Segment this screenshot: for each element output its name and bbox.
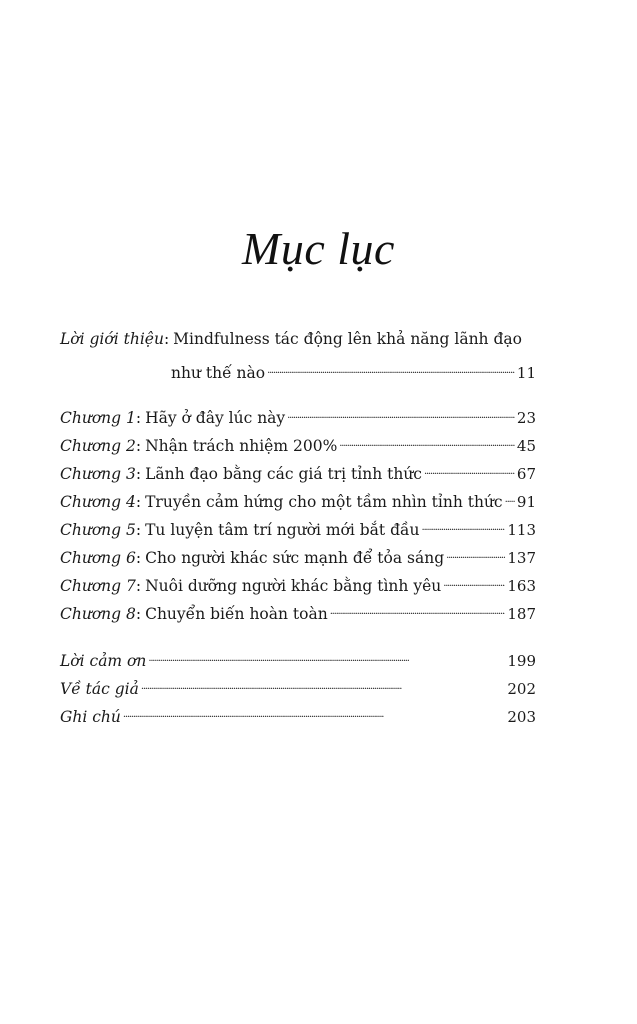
toc-page-number: 23 bbox=[516, 409, 536, 427]
toc-colon: : bbox=[135, 493, 142, 511]
toc-title: Chuyển biến hoàn toàn bbox=[145, 605, 328, 623]
dot-leader bbox=[446, 545, 505, 563]
toc-entry-chapter-2[interactable] bbox=[60, 433, 536, 455]
toc-entry-chapter-8[interactable] bbox=[60, 601, 536, 623]
toc-label: Chương 6 bbox=[60, 549, 136, 567]
toc-entry-chapter-6[interactable] bbox=[60, 545, 536, 567]
page-title: Mục lục bbox=[242, 223, 395, 274]
toc-title: Tu luyện tâm trí người mới bắt đầu bbox=[145, 521, 420, 539]
toc-page-number: 113 bbox=[507, 521, 536, 539]
toc-entry-intro-line1 bbox=[60, 330, 536, 352]
toc-entry-intro-line2[interactable] bbox=[60, 360, 536, 382]
toc-entry-chapter-1[interactable] bbox=[60, 405, 536, 427]
toc-page-number: 67 bbox=[516, 465, 536, 483]
toc-colon: : bbox=[135, 549, 142, 567]
dot-leader bbox=[148, 648, 505, 666]
dot-leader bbox=[267, 360, 515, 378]
dot-leader bbox=[421, 517, 505, 535]
toc-title: Nhận trách nhiệm 200% bbox=[145, 437, 338, 455]
toc-page-number: 203 bbox=[507, 708, 536, 726]
toc-label: Lời cảm ơn bbox=[60, 652, 147, 670]
toc-label: Chương 3 bbox=[60, 465, 136, 483]
toc-entry-about-author[interactable] bbox=[60, 676, 536, 698]
toc-page-number: 91 bbox=[516, 493, 536, 511]
toc-label: Chương 8 bbox=[60, 605, 136, 623]
toc-title: Mindfulness tác động lên khả năng lãnh đạo bbox=[173, 330, 522, 348]
toc-label: Chương 2 bbox=[60, 437, 136, 455]
toc-title: Lãnh đạo bằng các giá trị tỉnh thức bbox=[145, 465, 422, 483]
dot-leader bbox=[330, 601, 506, 619]
toc-colon: : bbox=[163, 330, 170, 348]
toc-colon: : bbox=[135, 577, 142, 595]
dot-leader bbox=[123, 704, 505, 722]
toc-label: Lời giới thiệu bbox=[60, 330, 164, 348]
toc-entry-chapter-3[interactable] bbox=[60, 461, 536, 483]
toc-colon: : bbox=[135, 409, 142, 427]
dot-leader bbox=[424, 461, 515, 479]
dot-leader bbox=[141, 676, 506, 694]
toc-label: Chương 7 bbox=[60, 577, 136, 595]
toc-title: Nuôi dưỡng người khác bằng tình yêu bbox=[145, 577, 442, 595]
toc-entry-chapter-7[interactable] bbox=[60, 573, 536, 595]
toc-colon: : bbox=[135, 465, 142, 483]
dot-leader bbox=[339, 433, 515, 451]
toc-page-number: 187 bbox=[507, 605, 536, 623]
toc-page-number: 137 bbox=[507, 549, 536, 567]
toc-page-number: 163 bbox=[507, 577, 536, 595]
toc-label: Chương 1 bbox=[60, 409, 136, 427]
toc-label: Ghi chú bbox=[60, 708, 121, 726]
toc-entry-chapter-4[interactable] bbox=[60, 489, 536, 511]
dot-leader bbox=[505, 489, 515, 507]
toc-title: Hãy ở đây lúc này bbox=[145, 409, 286, 427]
toc-colon: : bbox=[135, 605, 142, 623]
toc-page-number: 45 bbox=[516, 437, 536, 455]
toc-colon: : bbox=[135, 437, 142, 455]
toc-entry-notes[interactable] bbox=[60, 704, 536, 726]
toc-entry-chapter-5[interactable] bbox=[60, 517, 536, 539]
toc-label: Chương 4 bbox=[60, 493, 136, 511]
dot-leader bbox=[443, 573, 505, 591]
toc-colon: : bbox=[135, 521, 142, 539]
toc-title: Truyền cảm hứng cho một tầm nhìn tỉnh thức bbox=[145, 493, 503, 511]
toc-page-number: 11 bbox=[516, 364, 536, 382]
toc-page-number: 202 bbox=[507, 680, 536, 698]
dot-leader bbox=[287, 405, 515, 423]
toc-label: Chương 5 bbox=[60, 521, 136, 539]
toc-title-continued: như thế nào bbox=[171, 364, 266, 382]
toc-page-number: 199 bbox=[507, 652, 536, 670]
toc-label: Về tác giả bbox=[60, 680, 139, 698]
toc-title: Cho người khác sức mạnh để tỏa sáng bbox=[145, 549, 445, 567]
toc-entry-acknowledgements[interactable] bbox=[60, 648, 536, 670]
